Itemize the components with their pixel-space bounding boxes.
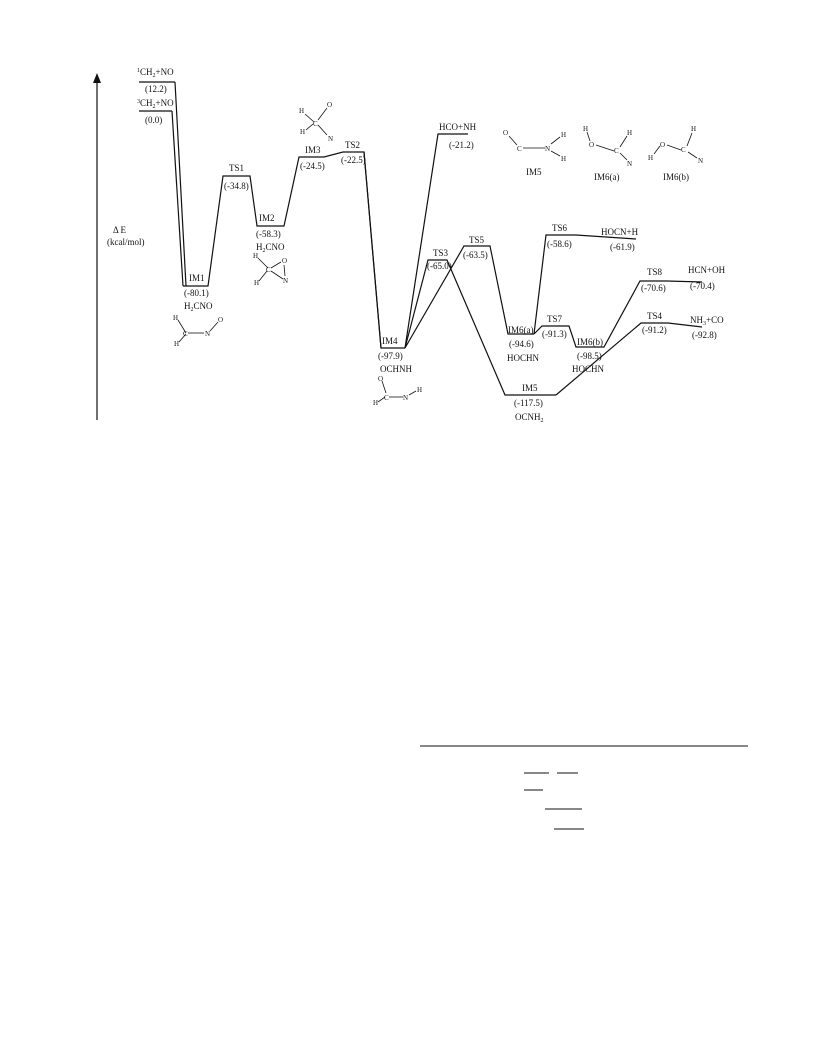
- im5-value: (-117.5): [514, 398, 543, 408]
- legend-im6a-label: IM6(a): [594, 172, 620, 182]
- hcn-oh-value: (-70.4): [690, 281, 715, 291]
- atom-n: N: [545, 145, 551, 153]
- atom-c: C: [384, 394, 389, 402]
- structure-im2: [258, 257, 288, 281]
- im3-value: (-24.5): [300, 161, 325, 171]
- im5-label: IM5: [522, 383, 538, 393]
- ts4-label: TS4: [647, 311, 663, 321]
- axis-arrow-icon: [93, 73, 101, 83]
- atom-o: O: [503, 129, 509, 137]
- im2-formula: $H_2CNO$: [256, 242, 285, 254]
- atom-o: O: [660, 141, 666, 149]
- ts6-value: (-58.6): [547, 239, 572, 249]
- atom-h: H: [253, 252, 259, 260]
- legend-im5-label: IM5: [526, 167, 542, 177]
- ch2-singlet-value: (12.2): [145, 84, 167, 94]
- atom-o: O: [589, 141, 595, 149]
- atom-h: H: [691, 125, 697, 133]
- ts2-value: (-22.5): [341, 155, 366, 165]
- atom-n: N: [205, 330, 211, 338]
- atom-n: N: [328, 135, 334, 143]
- path-im1-to-im4: [183, 152, 405, 348]
- ts8-label: TS8: [647, 267, 663, 277]
- ch2-singlet-label: $^1CH_2+NO$: [137, 67, 174, 79]
- structure-im1-atoms: [173, 314, 223, 348]
- atom-h: H: [373, 399, 379, 407]
- atom-h: H: [561, 131, 567, 139]
- path-im4-hco-nh: [405, 134, 468, 348]
- atom-h: H: [561, 155, 567, 163]
- hcn-oh-label: HCN+OH: [688, 265, 726, 275]
- atom-c: C: [313, 120, 318, 128]
- structure-im2-atoms: [253, 252, 288, 287]
- energy-paths: [139, 82, 702, 395]
- ts7-label: TS7: [547, 314, 563, 324]
- legend-im6b-label: IM6(b): [663, 172, 689, 182]
- path-ts2-im4: [364, 152, 381, 348]
- atom-h: H: [648, 154, 654, 162]
- atom-o: O: [327, 101, 333, 109]
- atom-c: C: [517, 145, 522, 153]
- axis-symbol: Δ E: [113, 225, 127, 235]
- atom-h: H: [583, 125, 589, 133]
- atom-c: C: [183, 330, 188, 338]
- structure-legend-im6a-atoms: [583, 125, 632, 168]
- lower-rules: [420, 746, 748, 829]
- atom-h: H: [299, 107, 305, 115]
- atom-h: H: [254, 279, 260, 287]
- atom-n: N: [283, 277, 289, 285]
- atom-h: H: [300, 128, 306, 136]
- atom-h: H: [627, 129, 633, 137]
- atom-c: C: [614, 147, 619, 155]
- ch2-triplet-label: $^3CH_2+NO$: [137, 98, 174, 110]
- structure-im3-atoms: [299, 101, 333, 143]
- atom-o: O: [378, 375, 384, 383]
- im4-label: IM4: [382, 336, 398, 346]
- im6b-label: IM6(b): [577, 337, 603, 347]
- atom-c: C: [681, 146, 686, 154]
- hocn-h-value: (-61.9): [610, 242, 635, 252]
- ts5-value: (-63.5): [463, 250, 488, 260]
- ts5-label: TS5: [469, 235, 485, 245]
- im6a-formula: HOCHN: [507, 353, 540, 363]
- ts1-label: TS1: [229, 163, 245, 173]
- im6b-value: (-98.5): [577, 351, 602, 361]
- structure-legend-im5-atoms: [503, 129, 566, 163]
- atom-h: H: [173, 314, 179, 322]
- im6b-formula: HOCHN: [572, 364, 605, 374]
- im2-label: IM2: [259, 213, 275, 223]
- hocn-h-label: HOCN+H: [601, 227, 639, 237]
- ts2-label: TS2: [345, 140, 361, 150]
- nh3-co-value: (-92.8): [692, 330, 717, 340]
- axis-unit: (kcal/mol): [107, 237, 145, 247]
- atom-h: H: [174, 340, 180, 348]
- im2-value: (-58.3): [256, 229, 281, 239]
- im1-label: IM1: [189, 273, 205, 283]
- atom-o: O: [218, 316, 224, 324]
- im6a-value: (-94.6): [509, 339, 534, 349]
- hco-nh-value: (-21.2): [449, 140, 474, 150]
- im3-label: IM3: [305, 145, 321, 155]
- atom-n: N: [698, 157, 704, 165]
- atom-n: N: [627, 160, 633, 168]
- im5-formula: $OCNH_2$: [515, 412, 544, 424]
- ts7-value: (-91.3): [542, 329, 567, 339]
- hco-nh-label: HCO+NH: [439, 122, 477, 132]
- im1-value: (-80.1): [184, 288, 209, 298]
- ts3-value: (-65.0): [427, 261, 452, 271]
- atom-c: C: [266, 266, 271, 274]
- structure-im4-atoms: [373, 375, 422, 407]
- nh3-co-label: $NH_3+CO$: [690, 315, 724, 327]
- im4-formula: OCHNH: [380, 364, 413, 374]
- ts1-value: (-34.8): [224, 181, 249, 191]
- atom-h: H: [417, 386, 423, 394]
- ts8-value: (-70.6): [641, 283, 666, 293]
- ch2-triplet-value: (0.0): [145, 115, 163, 125]
- ts6-label: TS6: [552, 223, 568, 233]
- structure-legend-im6b-atoms: [648, 125, 703, 165]
- im4-value: (-97.9): [378, 351, 403, 361]
- ts3-label: TS3: [433, 248, 449, 258]
- im1-formula: $H_2CNO$: [184, 301, 213, 313]
- atom-n: N: [403, 394, 409, 402]
- ts4-value: (-91.2): [642, 325, 667, 335]
- im6a-label: IM6(a): [508, 325, 534, 335]
- atom-o: O: [282, 257, 288, 265]
